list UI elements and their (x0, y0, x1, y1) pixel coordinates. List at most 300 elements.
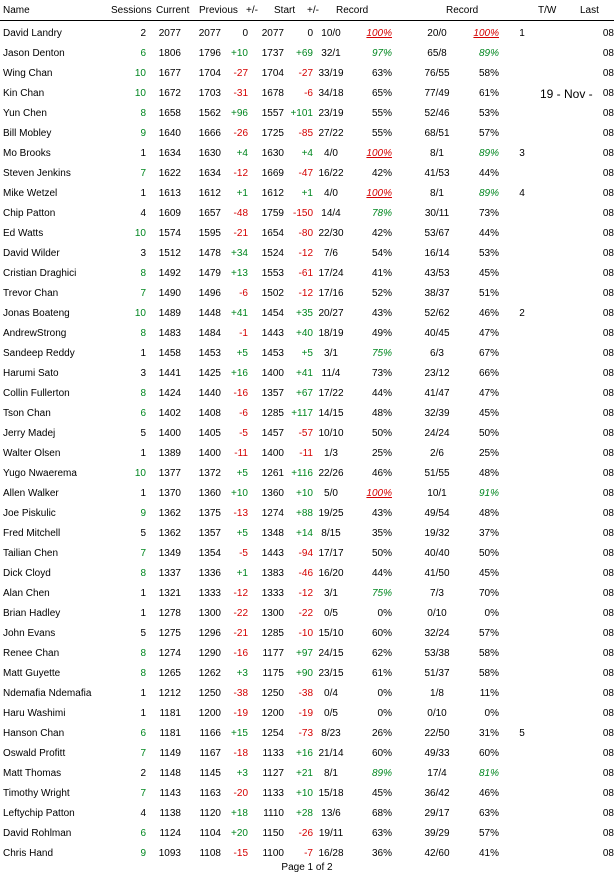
header-diff1: +/- (246, 5, 258, 16)
cell-pct1: 63% (371, 828, 392, 839)
cell-record2: 6/3 (430, 348, 444, 359)
cell-diff1: +1 (236, 188, 248, 199)
cell-name: Brian Hadley (3, 608, 61, 619)
cell-diff1: -27 (233, 68, 248, 79)
cell-previous: 1612 (198, 188, 221, 199)
cell-sessions: 8 (140, 668, 146, 679)
header-tw: T/W (538, 5, 557, 16)
cell-record1: 10/10 (318, 428, 344, 439)
cell-record2: 8/1 (430, 188, 444, 199)
cell-record1: 16/28 (318, 848, 344, 859)
cell-pct1: 26% (371, 728, 392, 739)
cell-previous: 1163 (199, 788, 221, 799)
cell-last: 08 (602, 28, 614, 39)
cell-record1: 17/17 (318, 548, 344, 559)
cell-previous: 1296 (198, 628, 221, 639)
cell-previous: 1408 (198, 408, 221, 419)
cell-start: 1443 (261, 548, 284, 559)
cell-start: 1261 (261, 468, 284, 479)
cell-pct1: 61% (371, 668, 392, 679)
cell-pct2: 61% (478, 88, 499, 99)
cell-last: 08 (602, 728, 614, 739)
cell-diff2: -12 (298, 248, 313, 259)
cell-pct2: 73% (478, 208, 499, 219)
cell-current: 1148 (159, 768, 181, 779)
cell-pct1: 100% (366, 488, 392, 499)
table-row (0, 604, 614, 624)
table-row (0, 444, 614, 464)
cell-pct1: 46% (371, 468, 392, 479)
cell-current: 1362 (158, 508, 181, 519)
cell-last: 08 (602, 588, 614, 599)
cell-pct2: 37% (478, 528, 499, 539)
cell-previous: 1479 (198, 268, 221, 279)
cell-diff2: +117 (291, 408, 313, 419)
cell-record2: 24/24 (424, 428, 450, 439)
cell-previous: 1405 (198, 428, 221, 439)
cell-current: 1458 (158, 348, 181, 359)
cell-record1: 8/15 (321, 528, 341, 539)
cell-previous: 1666 (198, 128, 221, 139)
cell-start: 1553 (261, 268, 284, 279)
cell-tw: 3 (519, 148, 525, 159)
cell-start: 1250 (261, 688, 284, 699)
cell-diff2: -22 (298, 608, 313, 619)
cell-start: 2077 (261, 28, 284, 39)
cell-name: Kin Chan (3, 88, 45, 99)
cell-record2: 39/29 (424, 828, 450, 839)
cell-name: Haru Washimi (3, 708, 66, 719)
cell-record2: 0/10 (427, 708, 447, 719)
cell-diff2: -85 (298, 128, 313, 139)
cell-diff1: +18 (231, 808, 248, 819)
cell-pct2: 89% (478, 48, 499, 59)
cell-sessions: 4 (140, 208, 146, 219)
cell-current: 1658 (158, 108, 181, 119)
cell-sessions: 6 (140, 828, 146, 839)
cell-record1: 14/15 (318, 408, 344, 419)
cell-sessions: 3 (140, 248, 146, 259)
cell-name: Walter Olsen (3, 448, 61, 459)
cell-diff2: -26 (298, 828, 313, 839)
cell-record2: 36/42 (424, 788, 450, 799)
table-row (0, 364, 614, 384)
cell-previous: 1200 (198, 708, 221, 719)
cell-record2: 65/8 (427, 48, 447, 59)
cell-name: Hanson Chan (3, 728, 65, 739)
cell-last: 08 (602, 108, 614, 119)
page-footer: Page 1 of 2 (281, 862, 333, 873)
cell-last: 08 (602, 488, 614, 499)
cell-last: 08 (602, 708, 614, 719)
cell-name: Leftychip Patton (3, 808, 75, 819)
cell-name: John Evans (3, 628, 56, 639)
cell-last: 08 (602, 48, 614, 59)
cell-sessions: 8 (140, 388, 146, 399)
cell-previous: 1354 (198, 548, 221, 559)
cell-sessions: 1 (140, 348, 146, 359)
cell-previous: 1703 (198, 88, 221, 99)
table-row (0, 284, 614, 304)
cell-diff1: -6 (239, 288, 248, 299)
table-row (0, 724, 614, 744)
cell-sessions: 2 (140, 28, 146, 39)
cell-diff2: -46 (298, 568, 313, 579)
cell-sessions: 5 (140, 628, 146, 639)
cell-record2: 41/53 (424, 168, 450, 179)
cell-name: Yugo Nwaerema (3, 468, 77, 479)
cell-start: 1285 (261, 628, 284, 639)
cell-record2: 20/0 (427, 28, 447, 39)
cell-last: 08 (602, 748, 614, 759)
cell-start: 1357 (261, 388, 284, 399)
cell-pct1: 42% (371, 168, 392, 179)
cell-pct1: 25% (371, 448, 392, 459)
cell-current: 1181 (159, 728, 181, 739)
cell-name: Allen Walker (3, 488, 59, 499)
cell-pct2: 51% (478, 288, 499, 299)
table-row (0, 564, 614, 584)
cell-diff1: -12 (233, 168, 248, 179)
cell-diff1: +10 (231, 488, 248, 499)
cell-diff2: -94 (298, 548, 313, 559)
cell-sessions: 8 (140, 268, 146, 279)
cell-current: 1278 (158, 608, 181, 619)
cell-start: 1400 (261, 448, 284, 459)
cell-record2: 42/60 (424, 848, 450, 859)
cell-previous: 1120 (199, 808, 221, 819)
cell-pct2: 57% (478, 828, 499, 839)
cell-name: Tailian Chen (3, 548, 59, 559)
cell-last: 08 (602, 128, 614, 139)
cell-pct2: 44% (478, 228, 499, 239)
cell-record2: 23/12 (424, 368, 450, 379)
cell-last: 08 (602, 508, 614, 519)
cell-last: 08 (602, 848, 614, 859)
cell-record1: 17/16 (318, 288, 344, 299)
cell-tw: 1 (519, 28, 525, 39)
cell-diff1: 0 (242, 28, 248, 39)
cell-pct2: 0% (484, 608, 499, 619)
cell-diff1: -22 (233, 608, 248, 619)
cell-previous: 1290 (198, 648, 221, 659)
cell-diff2: -11 (299, 448, 313, 459)
cell-diff2: +41 (296, 368, 313, 379)
cell-diff1: -15 (233, 848, 248, 859)
cell-pct1: 44% (371, 568, 392, 579)
cell-previous: 1440 (198, 388, 221, 399)
cell-start: 1457 (261, 428, 284, 439)
cell-record1: 10/0 (321, 28, 341, 39)
cell-record1: 3/1 (324, 348, 338, 359)
cell-start: 1524 (261, 248, 284, 259)
cell-previous: 2077 (198, 28, 221, 39)
cell-sessions: 6 (140, 408, 146, 419)
cell-pct1: 63% (371, 68, 392, 79)
cell-current: 1377 (158, 468, 181, 479)
cell-name: Timothy Wright (3, 788, 70, 799)
cell-last: 08 (602, 368, 614, 379)
cell-last: 08 (602, 168, 614, 179)
cell-record1: 0/4 (324, 688, 338, 699)
cell-current: 1613 (158, 188, 181, 199)
cell-record1: 14/4 (321, 208, 341, 219)
cell-pct1: 43% (371, 308, 392, 319)
cell-pct2: 45% (478, 268, 499, 279)
cell-current: 1321 (158, 588, 181, 599)
cell-diff1: +96 (231, 108, 248, 119)
header-start: Start (274, 5, 296, 16)
cell-current: 1349 (158, 548, 181, 559)
cell-name: Tson Chan (3, 408, 51, 419)
cell-record2: 19/32 (424, 528, 450, 539)
cell-record2: 8/1 (430, 148, 444, 159)
cell-pct1: 78% (371, 208, 392, 219)
cell-diff1: -19 (233, 708, 248, 719)
cell-pct2: 89% (478, 188, 499, 199)
cell-sessions: 1 (140, 688, 146, 699)
cell-last: 08 (602, 808, 614, 819)
cell-record1: 8/23 (321, 728, 341, 739)
cell-pct1: 73% (371, 368, 392, 379)
cell-pct2: 47% (478, 388, 499, 399)
cell-start: 1557 (261, 108, 284, 119)
cell-record2: 53/67 (424, 228, 450, 239)
cell-diff1: -48 (233, 208, 248, 219)
table-row (0, 344, 614, 364)
cell-previous: 1166 (199, 728, 221, 739)
table-row (0, 424, 614, 444)
cell-previous: 1262 (198, 668, 221, 679)
table-row (0, 744, 614, 764)
cell-record1: 23/15 (318, 668, 344, 679)
cell-previous: 1425 (198, 368, 221, 379)
table-row (0, 824, 614, 844)
cell-start: 1678 (261, 88, 284, 99)
cell-name: Renee Chan (3, 648, 60, 659)
cell-record2: 32/39 (424, 408, 450, 419)
cell-diff1: -11 (234, 448, 248, 459)
cell-start: 1300 (261, 608, 284, 619)
cell-sessions: 7 (140, 788, 146, 799)
cell-sessions: 7 (140, 168, 146, 179)
cell-current: 1512 (158, 248, 181, 259)
table-header (0, 0, 614, 21)
cell-pct2: 57% (478, 128, 499, 139)
cell-name: Trevor Chan (3, 288, 59, 299)
table-row (0, 804, 614, 824)
table-row (0, 164, 614, 184)
table-row (0, 404, 614, 424)
cell-record2: 16/14 (424, 248, 450, 259)
cell-pct1: 42% (371, 228, 392, 239)
cell-sessions: 8 (140, 328, 146, 339)
cell-start: 1110 (263, 808, 284, 819)
cell-start: 1453 (261, 348, 284, 359)
cell-diff2: -47 (298, 168, 313, 179)
cell-pct1: 49% (371, 328, 392, 339)
cell-pct2: 50% (478, 428, 499, 439)
cell-pct1: 97% (371, 48, 392, 59)
cell-pct2: 67% (478, 348, 499, 359)
cell-diff2: -150 (292, 208, 313, 219)
cell-diff2: -10 (298, 628, 313, 639)
cell-sessions: 1 (140, 608, 146, 619)
cell-diff1: -13 (233, 508, 248, 519)
cell-record1: 0/5 (324, 708, 338, 719)
header-name: Name (3, 5, 30, 16)
cell-current: 1489 (158, 308, 181, 319)
cell-start: 1725 (261, 128, 284, 139)
cell-diff1: +4 (236, 148, 248, 159)
cell-start: 1274 (261, 508, 284, 519)
cell-record1: 33/19 (318, 68, 344, 79)
cell-last: 08 (602, 208, 614, 219)
cell-sessions: 10 (134, 88, 146, 99)
cell-diff2: +1 (301, 188, 313, 199)
cell-previous: 1595 (198, 228, 221, 239)
header-diff2: +/- (307, 5, 319, 16)
cell-start: 1704 (261, 68, 284, 79)
cell-record2: 77/49 (424, 88, 450, 99)
cell-pct2: 89% (478, 148, 499, 159)
cell-start: 1630 (261, 148, 284, 159)
table-row (0, 84, 614, 104)
table-row (0, 124, 614, 144)
cell-record1: 27/22 (318, 128, 344, 139)
cell-name: Fred Mitchell (3, 528, 61, 539)
table-row (0, 324, 614, 344)
cell-name: Matt Thomas (3, 768, 62, 779)
cell-name: Chip Patton (3, 208, 56, 219)
header-record1: Record (336, 5, 369, 16)
cell-record2: 2/6 (430, 448, 444, 459)
cell-current: 1483 (158, 328, 181, 339)
cell-diff1: -5 (239, 548, 248, 559)
cell-previous: 1448 (198, 308, 221, 319)
cell-current: 1441 (158, 368, 181, 379)
cell-last: 08 (602, 548, 614, 559)
table-row (0, 144, 614, 164)
cell-record1: 32/1 (321, 48, 341, 59)
cell-pct1: 55% (371, 128, 392, 139)
cell-sessions: 8 (140, 648, 146, 659)
cell-pct1: 89% (371, 768, 392, 779)
cell-record1: 20/27 (318, 308, 344, 319)
cell-pct1: 75% (371, 348, 392, 359)
cell-current: 1362 (158, 528, 181, 539)
cell-diff2: +88 (296, 508, 313, 519)
cell-pct2: 58% (478, 668, 499, 679)
cell-sessions: 10 (134, 468, 146, 479)
cell-previous: 1360 (198, 488, 221, 499)
cell-diff2: +97 (296, 648, 313, 659)
cell-last: 08 (602, 688, 614, 699)
cell-sessions: 7 (140, 548, 146, 559)
cell-record1: 13/6 (321, 808, 341, 819)
cell-record1: 15/10 (318, 628, 344, 639)
cell-record2: 51/55 (424, 468, 450, 479)
table-row (0, 684, 614, 704)
cell-pct2: 57% (478, 628, 499, 639)
cell-diff1: -18 (233, 748, 248, 759)
cell-previous: 1108 (199, 848, 221, 859)
cell-diff2: +67 (296, 388, 313, 399)
cell-record1: 19/25 (318, 508, 344, 519)
cell-sessions: 1 (140, 588, 146, 599)
cell-pct2: 45% (478, 408, 499, 419)
cell-sessions: 1 (140, 448, 146, 459)
cell-last: 08 (602, 448, 614, 459)
cell-current: 1370 (158, 488, 181, 499)
cell-previous: 1657 (198, 208, 221, 219)
cell-record2: 43/53 (424, 268, 450, 279)
cell-sessions: 4 (140, 808, 146, 819)
cell-previous: 1453 (198, 348, 221, 359)
cell-pct2: 60% (478, 748, 499, 759)
cell-record1: 22/30 (318, 228, 344, 239)
cell-name: Chris Hand (3, 848, 54, 859)
cell-diff1: -16 (233, 388, 248, 399)
cell-previous: 1145 (199, 768, 221, 779)
cell-previous: 1375 (198, 508, 221, 519)
cell-pct2: 0% (484, 708, 499, 719)
cell-diff1: -1 (239, 328, 248, 339)
cell-record2: 40/40 (424, 548, 450, 559)
cell-diff2: -80 (298, 228, 313, 239)
cell-previous: 1250 (198, 688, 221, 699)
cell-name: David Wilder (3, 248, 60, 259)
table-row (0, 384, 614, 404)
cell-diff2: +35 (296, 308, 313, 319)
cell-record1: 34/18 (318, 88, 344, 99)
table-row (0, 64, 614, 84)
cell-start: 1669 (261, 168, 284, 179)
cell-record2: 49/33 (424, 748, 450, 759)
cell-diff2: -12 (298, 288, 313, 299)
cell-name: Sandeep Reddy (3, 348, 75, 359)
cell-record1: 3/1 (324, 588, 338, 599)
cell-last: 08 (602, 148, 614, 159)
cell-record2: 10/1 (427, 488, 447, 499)
cell-previous: 1372 (198, 468, 221, 479)
cell-diff2: -7 (304, 848, 313, 859)
cell-previous: 1496 (198, 288, 221, 299)
cell-pct1: 44% (371, 388, 392, 399)
cell-previous: 1478 (198, 248, 221, 259)
cell-diff2: +4 (301, 148, 313, 159)
cell-diff1: +3 (236, 768, 248, 779)
cell-sessions: 1 (140, 188, 146, 199)
cell-sessions: 5 (140, 428, 146, 439)
cell-start: 1150 (262, 828, 284, 839)
cell-sessions: 10 (134, 228, 146, 239)
cell-name: Oswald Profitt (3, 748, 66, 759)
cell-last: 08 (602, 768, 614, 779)
cell-record2: 76/55 (424, 68, 450, 79)
cell-pct1: 60% (371, 628, 392, 639)
cell-current: 1138 (159, 808, 181, 819)
cell-record2: 0/10 (427, 608, 447, 619)
cell-name: Cristian Draghici (3, 268, 77, 279)
cell-pct2: 63% (478, 808, 499, 819)
cell-last: 08 (602, 68, 614, 79)
cell-diff1: -12 (233, 588, 248, 599)
cell-start: 1175 (262, 668, 284, 679)
cell-last: 08 (602, 648, 614, 659)
cell-pct2: 53% (478, 248, 499, 259)
cell-name: Alan Chen (3, 588, 50, 599)
